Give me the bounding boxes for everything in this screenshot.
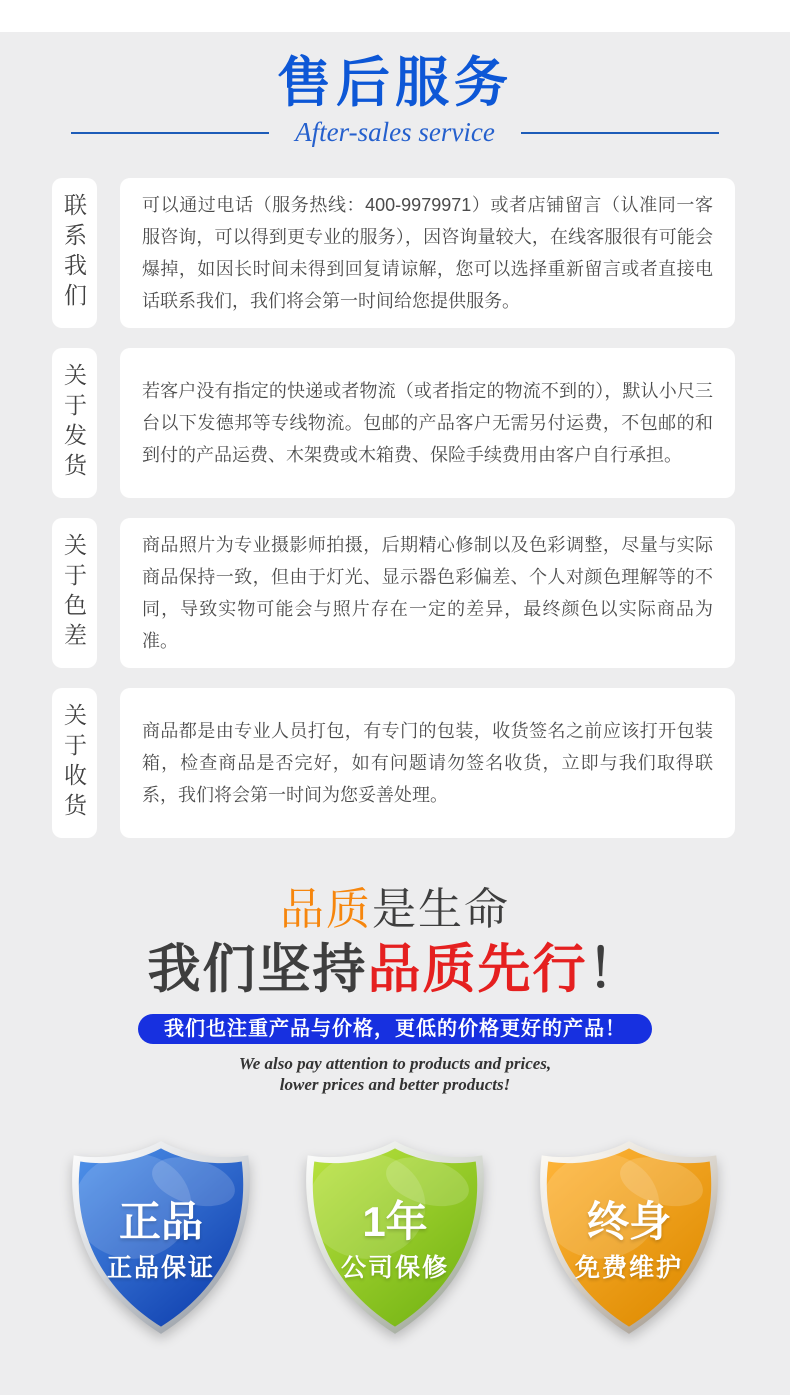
- section-receiving: [52, 688, 790, 838]
- page-title: 售后服务: [277, 53, 513, 113]
- service-sections: [0, 178, 790, 838]
- slogan-line1-rest: 是生命: [372, 885, 510, 934]
- badge-subtitle: 免费维护: [574, 1254, 683, 1282]
- english-slogan: [0, 1053, 790, 1095]
- section-color-difference: [52, 518, 790, 668]
- page-subtitle: After-sales service: [295, 117, 495, 147]
- section-text-box: [120, 688, 735, 838]
- section-contact-us: [52, 178, 790, 328]
- english-slogan-line2: lower prices and better products!: [279, 1075, 511, 1094]
- section-text: 可以通过电话（服务热线：400-9979971）或者店铺留言（认准同一客服咨询，可以得到更专业的服务），因咨询量较大，在线客服很有可能会爆掉，如因长时间未得到回复请谅解，您可以选择重新留言或者直接电话联系我们，我们将会第一时间给您提供服务。: [142, 195, 713, 311]
- badge-title: 正品: [118, 1198, 203, 1245]
- english-slogan-line1: We also pay attention to products and prices,: [238, 1054, 552, 1073]
- badge-subtitle: 正品保证: [106, 1254, 215, 1282]
- section-text-box: [120, 178, 735, 328]
- badge-title: 终身: [586, 1198, 671, 1245]
- guarantee-badges: [0, 1133, 790, 1341]
- section-text: 商品照片为专业摄影师拍摄，后期精心修制以及色彩调整，尽量与实际商品保持一致，但由于灯光、显示器色彩偏差、个人对颜色理解等的不同，导致实物可能会与照片存在一定的差异，最终颜色以实际商品为准。: [142, 535, 713, 651]
- slogan-line2-prefix: 我们坚持: [147, 940, 368, 999]
- badge-subtitle: 公司保修: [340, 1254, 449, 1282]
- price-banner: 我们也注重产品与价格，更低的价格更好的产品！: [138, 1014, 652, 1044]
- slogan-line2-suffix: ！: [587, 940, 643, 999]
- section-label: 联系我们: [52, 178, 97, 328]
- subtitle-row: [0, 117, 790, 148]
- section-text-box: [120, 348, 735, 498]
- top-white-strip: [0, 0, 790, 32]
- section-label: 关于色差: [52, 518, 97, 668]
- section-label: 关于发货: [52, 348, 97, 498]
- section-text-box: [120, 518, 735, 668]
- decor-line-right: [521, 132, 719, 134]
- slogan-line2-highlight: 品质先行: [367, 940, 588, 999]
- section-text: 商品都是由专业人员打包，有专门的包装，收货签名之前应该打开包装箱，检查商品是否完好，如有问题请勿签名收货，立即与我们取得联系，我们将会第一时间为您妥善处理。: [142, 721, 713, 805]
- slogan-line1-highlight: 品质: [280, 885, 372, 934]
- section-label: 关于收货: [52, 688, 97, 838]
- slogan-line2: [0, 940, 790, 1000]
- decor-line-left: [71, 132, 269, 134]
- badge-lifetime-maintenance: [525, 1133, 733, 1341]
- quality-slogan-block: [0, 884, 790, 1095]
- badge-one-year-warranty: [291, 1133, 499, 1341]
- badge-genuine: [57, 1133, 265, 1341]
- badge-title: 1年: [362, 1198, 428, 1245]
- slogan-line1: [0, 884, 790, 936]
- section-text: 若客户没有指定的快递或者物流（或者指定的物流不到的），默认小尺三台以下发德邦等专线物流。包邮的产品客户无需另付运费，不包邮的和到付的产品运费、木架费或木箱费、保险手续费用由客户自行承担。: [142, 381, 713, 465]
- section-shipping: [52, 348, 790, 498]
